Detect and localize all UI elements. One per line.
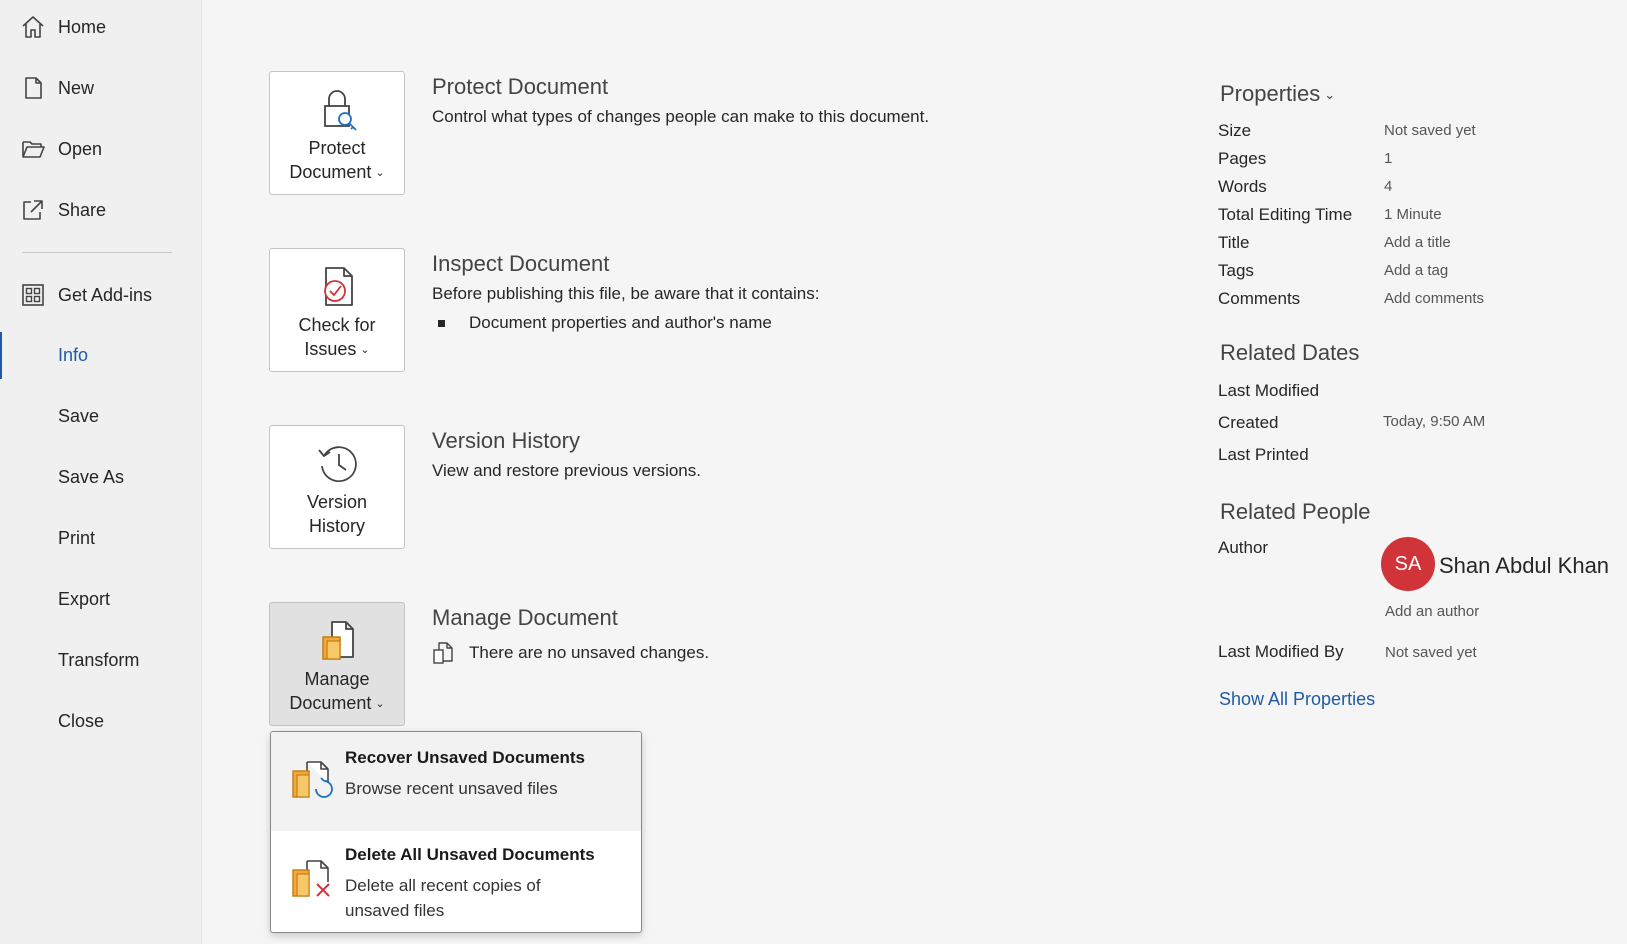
sidebar-item-label: Open (58, 138, 103, 159)
check-for-issues-label: Check for Issues ⌄ (298, 315, 376, 359)
version-history-button[interactable] (269, 425, 405, 549)
recover-unsaved-documents-item[interactable] (271, 732, 641, 831)
property-label-editing-time: Total Editing Time (1218, 205, 1353, 224)
bullet-marker (438, 320, 445, 327)
delete-description: Delete all recent copies of unsaved files (345, 876, 541, 920)
sidebar-item-label: Get Add-ins (58, 284, 153, 305)
sidebar-item-save[interactable] (0, 390, 201, 442)
manage-documents-icon (316, 619, 360, 663)
home-icon (20, 14, 46, 40)
sidebar-item-home[interactable] (0, 1, 201, 53)
property-label-words: Words (1218, 177, 1267, 196)
sidebar-item-label: Close (58, 710, 105, 731)
manage-document-button[interactable] (269, 602, 405, 726)
protect-document-title: Protect Document (432, 74, 609, 99)
add-ins-icon (20, 282, 46, 308)
sidebar-item-print[interactable] (0, 512, 201, 564)
created-label: Created (1218, 413, 1279, 432)
add-title-field[interactable]: Add a title (1384, 234, 1451, 251)
backstage-sidebar (0, 0, 202, 944)
chevron-down-icon: ⌄ (375, 167, 385, 179)
sidebar-item-label: Save As (58, 466, 125, 487)
sidebar-item-label: Home (58, 16, 107, 37)
author-name[interactable]: Shan Abdul Khan (1439, 553, 1610, 578)
delete-documents-icon (291, 858, 339, 906)
sidebar-item-label: Transform (58, 649, 140, 670)
property-label-pages: Pages (1218, 149, 1267, 168)
check-document-icon (316, 265, 360, 309)
sidebar-item-label: Export (58, 588, 111, 609)
new-document-icon (20, 75, 46, 101)
recover-title: Recover Unsaved Documents (345, 748, 585, 767)
inspect-bullet-text: Document properties and author's name (469, 313, 772, 332)
manage-document-title: Manage Document (432, 605, 618, 630)
sidebar-item-close[interactable] (0, 695, 201, 747)
sidebar-item-info[interactable] (0, 329, 201, 381)
protect-document-label: Protect Document ⌄ (289, 138, 385, 182)
property-label-title: Title (1218, 233, 1250, 252)
chevron-down-icon: ⌄ (1324, 87, 1336, 102)
chevron-down-icon: ⌄ (375, 698, 385, 710)
delete-all-unsaved-documents-item[interactable] (271, 831, 641, 932)
property-label-tags: Tags (1218, 261, 1254, 280)
add-comments-field[interactable]: Add comments (1384, 290, 1485, 307)
protect-document-button[interactable] (269, 71, 405, 195)
author-label: Author (1218, 538, 1269, 557)
last-modified-by-value: Not saved yet (1385, 644, 1477, 661)
sidebar-item-get-add-ins[interactable] (0, 269, 201, 321)
sidebar-item-label: Print (58, 527, 96, 548)
created-value: Today, 9:50 AM (1383, 413, 1486, 430)
related-people-heading: Related People (1220, 499, 1371, 524)
open-folder-icon (20, 136, 46, 162)
last-modified-by-label: Last Modified By (1218, 642, 1344, 661)
inspect-document-description: Before publishing this file, be aware that it contains: (432, 284, 820, 303)
protect-document-description: Control what types of changes people can make to this document. (432, 107, 930, 126)
properties-heading[interactable]: Properties ⌄ (1220, 81, 1336, 106)
sidebar-item-open[interactable] (0, 123, 201, 175)
sidebar-divider (22, 252, 172, 253)
share-icon (20, 197, 46, 223)
version-history-label: Version History (306, 492, 368, 536)
sidebar-item-save-as[interactable] (0, 451, 201, 503)
last-modified-label: Last Modified (1218, 381, 1320, 400)
sidebar-item-transform[interactable] (0, 634, 201, 686)
document-status-icon (432, 641, 454, 665)
chevron-down-icon: ⌄ (360, 344, 370, 356)
recover-description: Browse recent unsaved files (345, 779, 558, 798)
sidebar-item-label: Share (58, 199, 107, 220)
lock-key-icon (316, 88, 360, 132)
add-tag-field[interactable]: Add a tag (1384, 262, 1449, 279)
sidebar-item-label: Save (58, 405, 100, 426)
property-value-pages: 1 (1384, 150, 1393, 167)
manage-document-description: There are no unsaved changes. (469, 643, 710, 662)
sidebar-item-export[interactable] (0, 573, 201, 625)
add-author-field[interactable]: Add an author (1385, 603, 1480, 620)
author-avatar[interactable]: SA (1381, 537, 1435, 591)
property-label-size: Size (1218, 121, 1252, 140)
inspect-document-title: Inspect Document (432, 251, 610, 276)
last-printed-label: Last Printed (1218, 445, 1309, 464)
recover-documents-icon (291, 759, 339, 807)
version-history-description: View and restore previous versions. (432, 461, 701, 480)
property-value-size: Not saved yet (1384, 122, 1476, 139)
delete-title: Delete All Unsaved Documents (345, 845, 595, 864)
sidebar-item-share[interactable] (0, 184, 201, 236)
check-for-issues-button[interactable] (269, 248, 405, 372)
property-value-editing-time: 1 Minute (1384, 206, 1442, 223)
show-all-properties-link[interactable]: Show All Properties (1219, 689, 1376, 709)
sidebar-item-label: New (58, 77, 95, 98)
manage-document-label: Manage Document ⌄ (289, 669, 385, 713)
property-value-words: 4 (1384, 178, 1393, 195)
manage-document-menu (270, 731, 642, 933)
property-label-comments: Comments (1218, 289, 1301, 308)
version-history-title: Version History (432, 428, 580, 453)
sidebar-item-label: Info (58, 344, 89, 365)
sidebar-item-new[interactable] (0, 62, 201, 114)
related-dates-heading: Related Dates (1220, 340, 1360, 365)
clock-history-icon (316, 442, 360, 486)
